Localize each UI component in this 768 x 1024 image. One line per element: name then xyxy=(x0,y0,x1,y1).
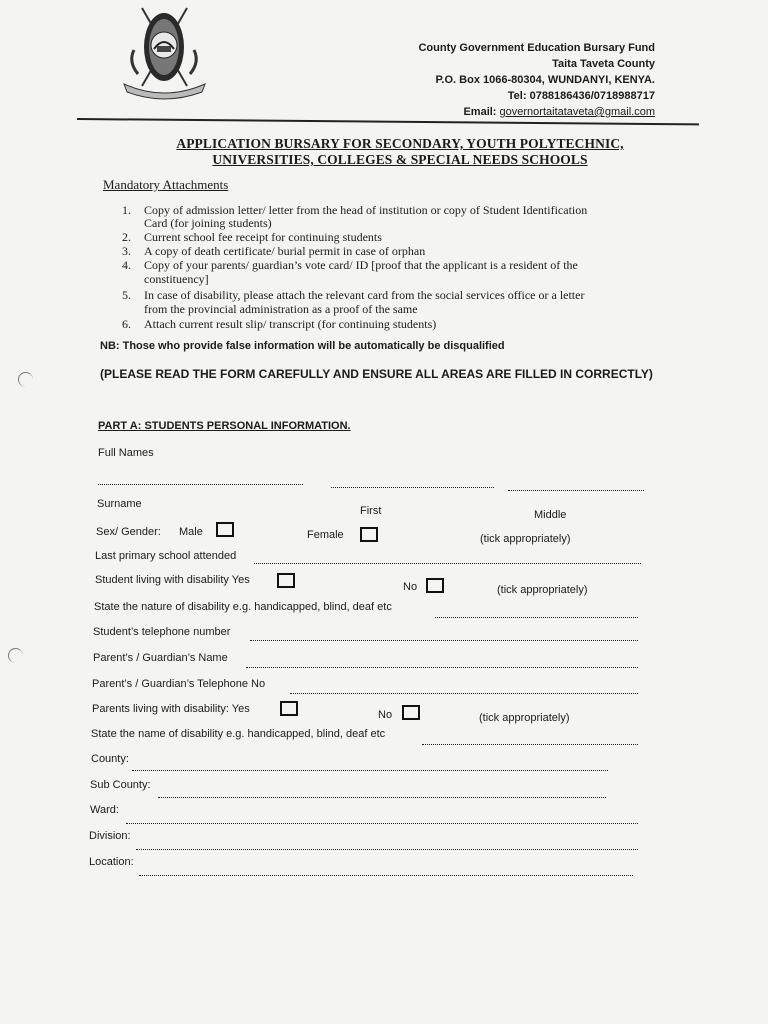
nature-disability-field[interactable] xyxy=(435,617,638,618)
division-field[interactable] xyxy=(136,849,638,850)
student-disability-label: Student living with disability Yes xyxy=(95,574,250,586)
sex-gender-label: Sex/ Gender: xyxy=(96,526,161,538)
please-read-instruction: (PLEASE READ THE FORM CAREFULLY AND ENSURE ALL AREAS ARE FILLED IN CORRECTLY) xyxy=(100,367,653,381)
middle-label: Middle xyxy=(534,509,567,521)
attachment-item: 4. Copy of your parents/ guardian’s vote card/ ID [proof that the applicant is a resident of the xyxy=(122,258,578,272)
student-disability-no-label: No xyxy=(403,581,418,593)
attachment-item: 2. Current school fee receipt for continuing students xyxy=(122,230,382,244)
tick-note: (tick appropriately) xyxy=(480,533,571,545)
male-label: Male xyxy=(179,526,203,538)
attachment-item-cont: constituency] xyxy=(144,272,209,286)
tick-note: (tick appropriately) xyxy=(479,712,570,724)
attachment-item: 3. A copy of death certificate/ burial permit in case of orphan xyxy=(122,244,426,258)
location-label: Location: xyxy=(89,856,134,868)
middle-name-field[interactable] xyxy=(508,490,644,491)
division-label: Division: xyxy=(89,830,131,842)
last-primary-label: Last primary school attended xyxy=(95,550,237,562)
header-org-name: County Government Education Bursary Fund xyxy=(418,42,655,54)
nature-disability-label: State the nature of disability e.g. handicapped, blind, deaf etc xyxy=(94,601,392,613)
student-telephone-label: Student’s telephone number xyxy=(93,626,231,638)
female-label: Female xyxy=(307,529,344,541)
surname-label: Surname xyxy=(97,498,142,510)
parents-disability-no-checkbox[interactable] xyxy=(402,705,420,720)
punch-hole-mark xyxy=(8,648,23,663)
student-telephone-field[interactable] xyxy=(250,640,638,641)
name-disability-field[interactable] xyxy=(422,744,638,745)
attachment-item-cont: from the provincial administration as a proof of the same xyxy=(144,302,418,316)
full-names-label: Full Names xyxy=(98,447,154,459)
header-telephone: Tel: 0788186436/0718988717 xyxy=(507,90,655,102)
sub-county-label: Sub County: xyxy=(90,779,151,791)
attachments-heading: Mandatory Attachments xyxy=(103,177,229,192)
attachment-item: 1. Copy of admission letter/ letter from the head of institution or copy of Student Identification xyxy=(122,203,588,217)
tick-note: (tick appropriately) xyxy=(497,584,588,596)
student-disability-no-checkbox[interactable] xyxy=(426,578,444,593)
surname-field[interactable] xyxy=(98,484,303,485)
county-field[interactable] xyxy=(132,770,608,771)
attachment-item-cont: Card (for joining students) xyxy=(144,216,272,230)
ward-label: Ward: xyxy=(90,804,119,816)
nb-warning: NB: Those who provide false information will be automatically be disqualified xyxy=(100,340,505,352)
sub-county-field[interactable] xyxy=(158,797,606,798)
first-label: First xyxy=(360,505,382,517)
parents-disability-no-label: No xyxy=(378,709,393,721)
form-title-line-1: APPLICATION BURSARY FOR SECONDARY, YOUTH POLYTECHNIC, xyxy=(176,136,624,151)
parents-disability-label: Parents living with disability: Yes xyxy=(92,703,250,715)
attachment-item: 5. In case of disability, please attach the relevant card from the social services office or a letter xyxy=(122,288,585,302)
ward-field[interactable] xyxy=(126,823,638,824)
part-a-heading: PART A: STUDENTS PERSONAL INFORMATION. xyxy=(98,420,351,432)
header-email-row xyxy=(463,104,655,120)
male-checkbox[interactable] xyxy=(216,522,234,537)
parent-telephone-label: Parent’s / Guardian’s Telephone No xyxy=(92,678,266,690)
female-checkbox[interactable] xyxy=(360,527,378,542)
attachment-item: 6. Attach current result slip/ transcript (for continuing students) xyxy=(122,317,437,331)
last-primary-field[interactable] xyxy=(254,563,641,564)
name-disability-label: State the name of disability e.g. handicapped, blind, deaf etc xyxy=(91,728,386,740)
county-label: County: xyxy=(91,753,129,765)
student-disability-yes-checkbox[interactable] xyxy=(277,573,295,588)
header-postal-address: P.O. Box 1066-80304, WUNDANYI, KENYA. xyxy=(435,74,655,86)
header-email-link[interactable]: governortaitataveta@gmail.com xyxy=(499,106,655,118)
first-name-field[interactable] xyxy=(331,487,494,488)
header-county: Taita Taveta County xyxy=(552,58,655,70)
parent-name-field[interactable] xyxy=(246,667,638,668)
header-email-label: Email: xyxy=(463,106,497,118)
parents-disability-yes-checkbox[interactable] xyxy=(280,701,298,716)
county-crest-logo xyxy=(112,2,217,100)
form-title-line-2: UNIVERSITIES, COLLEGES & SPECIAL NEEDS SCHOOLS xyxy=(212,152,588,167)
punch-hole-mark xyxy=(18,372,33,387)
parent-telephone-field[interactable] xyxy=(290,693,638,694)
location-field[interactable] xyxy=(139,875,633,876)
parent-name-label: Parent’s / Guardian’s Name xyxy=(93,652,228,664)
